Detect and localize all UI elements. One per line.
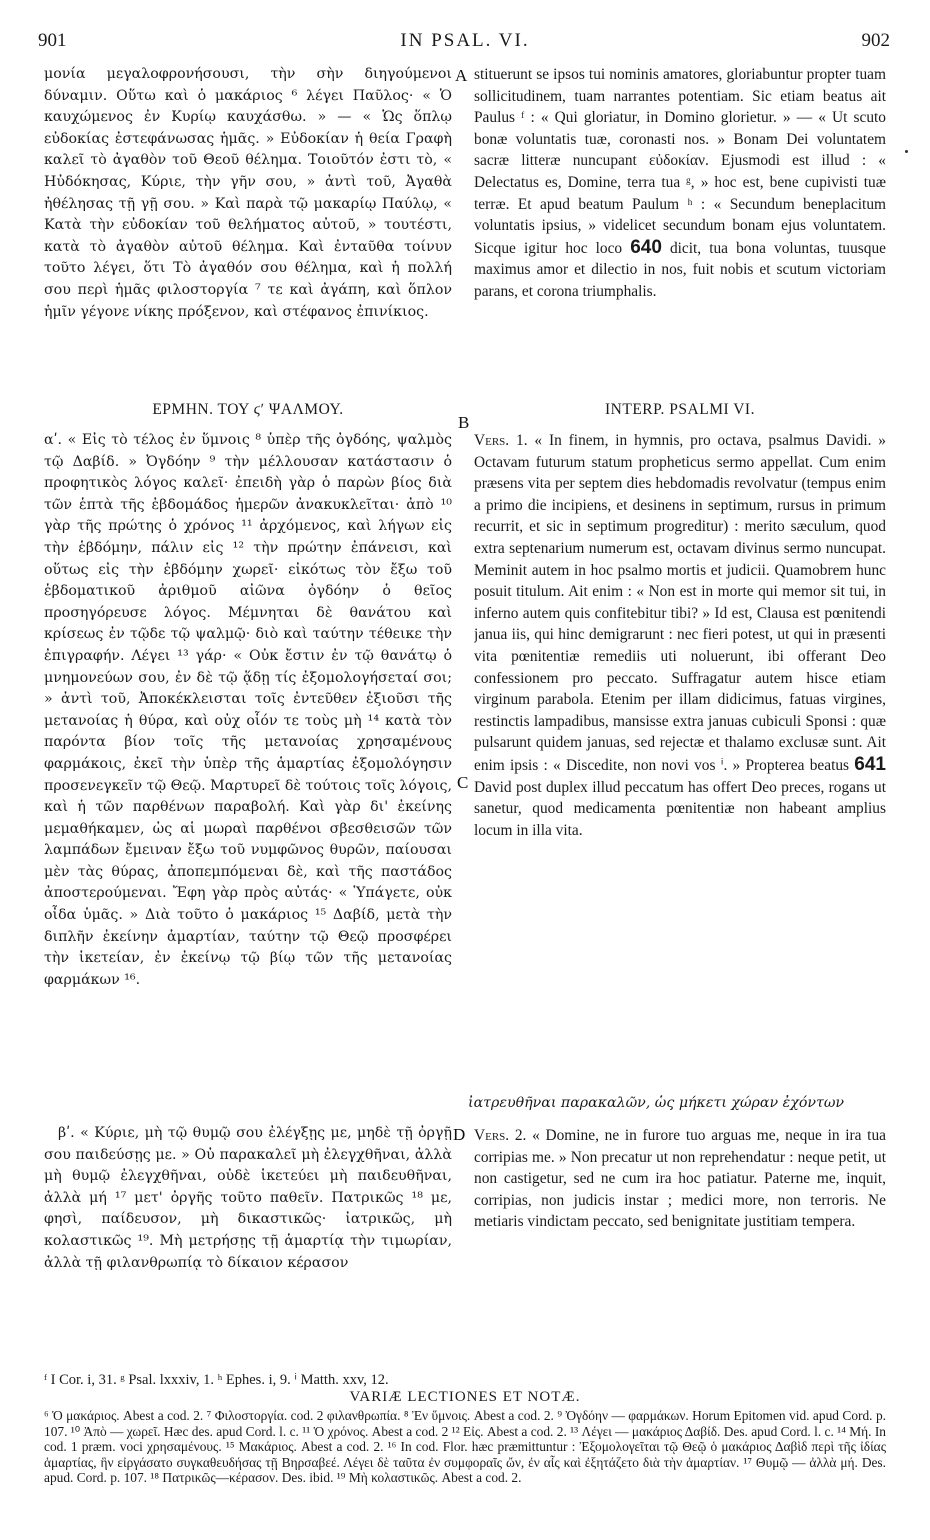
variant-notes: ⁶ Ὁ μακάριος. Abest a cod. 2. ⁷ Φιλοστοργία. cod. 2 φιλανθρωπία. ⁸ Ἐν ὕμνοις. Abest a cod. 2. ⁹ Ὀγδόην — φαρμάκων. Horum Epitomen vid. apud Cord. p. 107. ¹⁰ Ἀπὸ — χωρεῖ. Hæc des. apud Cord. l. c. ¹¹ Ὁ χρόνος. Abest a cod. 2 ¹² Εἰς. Abest a cod. 2. ¹³ Λέγει — μακάριος Δαβίδ. Des. apud Cord. l. c. ¹⁴ Μή. In cod. 1 præm. voci χρησαμένους. ¹⁵ Μακάριος. Abest a cod. 2. ¹⁶ In cod. Flor. hæc præmittuntur : Ἐξομολογεῖται τῷ Θεῷ ὁ μακάριος Δαβὶδ περὶ τῆς ἰδίας ἁμαρτίας, ἣν εἰργάσατο συγκαθευδήσας τῇ Βηρσαβεέ. Λέγει δὲ ταῦτα ἐν συμφοραῖς ὤν, ἐν αἷς καὶ ἐξητάζετο διὰ τὴν ἁμαρτίαν. ¹⁷ Θυμῷ — ἀλλὰ μή. Des. apud. Cord. p. 107. ¹⁸ Πατρικῶς—κέρασον. Des. ibid. ¹⁹ Μὴ κολαστικῶς. Abest a cod. 2. [44, 1408, 886, 1486]
latin-commentary-block [474, 430, 886, 1090]
scripture-references: ᶠ I Cor. i, 31. ᵍ Psal. lxxxiv, 1. ʰ Ephes. i, 9. ⁱ Matth. xxv, 12. [44, 1372, 389, 1388]
latin-commentary-v1 [474, 430, 886, 841]
greek-section-title: ΕΡΜΗΝ. ΤΟΥ ϛʹ ΨΑΛΜΟΥ. [152, 401, 344, 418]
latin-top-text-a: stituerunt se ipsos tui nominis amatores, gloriabuntur propter tuam sollicitudinem, tuam narrantes potentiam. Sic etiam beatus ait Paulus ᶠ : « Qui gloriatur, in Domino glorietur. » — « Ut scuto bonæ voluntatis tuæ, coronasti nos. » Bonam Dei voluntatem sacræ litteræ nuncupant εὐδοκίαν. Ejusmodi est illud : « Delectatus es, Domine, terra tua ᵍ, » hoc est, bene cupivisti tuæ terræ. Et apud beatum Paulum ʰ : « Secundum beneplacitum voluntatis ipsius, » videlicet secundum bonam ejus voluntatem. Sicque igitur hoc loco [474, 66, 886, 257]
latin-section-heading [474, 398, 886, 426]
greek-commentary-v2: βʹ. « Κύριε, μὴ τῷ θυμῷ σου ἐλέγξῃς με, μηδὲ τῇ ὀργῇ σου παιδεύσῃς με. » Οὐ παρακαλεῖ μὴ ἐλεγχθῆναι, ἀλλὰ μὴ θυμῷ ἐλεγχθῆναι, οὐδὲ ἱκετεύει μὴ παιδευθῆναι, ἀλλὰ μή ¹⁷ μετ' ὀργῆς τοῦτο παθεῖν. Πατρικῶς ¹⁸ με, φησὶ, παίδευσον, μὴ δικαστικῶς· ἰατρικῶς, μὴ κολαστικῶς ¹⁹. Μὴ μετρήσῃς τῇ ἁμαρτίᾳ τὴν τιμωρίαν, ἀλλὰ τῇ φιλανθρωπίᾳ τὸ δίκαιον κέρασον [44, 1125, 452, 1271]
latin-commentary-v2 [474, 1125, 886, 1233]
latin-top-paragraph [474, 64, 886, 303]
margin-letter-c: C [457, 773, 469, 792]
margin-letter-a: A [455, 66, 468, 85]
margin-dot [905, 150, 908, 153]
page-number-right: 902 [861, 30, 890, 51]
latin-v2-text: « Domine, ne in furore tuo arguas me, neque in ira tua corripias me. » Non precatur ut non reprehendatur : neque petit, ut non castigetur, sed ne cum ira hoc patiatur. Paterne me, inquit, corripias, non judicis instar ; medici more, non terroris. Ne metiaris vindictam peccato, sed benignitate justitiam tempera. [474, 1127, 886, 1231]
greek-top-block [44, 64, 452, 366]
greek-commentary-block [44, 430, 452, 1095]
greek-top-paragraph: μονία μεγαλοφρονήσουσι, τὴν σὴν διηγούμενοι δύναμιν. Οὕτω καὶ ὁ μακάριος ⁶ λέγει Παῦλος· « Ὁ καυχώμενος ἐν Κυρίῳ καυχάσθω. » — « Ὡς ὅπλῳ εὐδοκίας ἐστεφάνωσας ἡμᾶς. » Εὐδοκίαν ἡ θεία Γραφὴ καλεῖ τὸ ἀγαθὸν τοῦ Θεοῦ θέλημα. Τοιοῦτόν ἐστι τὸ, « Ηὐδόκησας, Κύριε, τὴν γῆν σου, » ἀντὶ τοῦ, Ἀγαθὰ ἠθέλησας τῇ γῇ σου. » Καὶ παρὰ τῷ μακαρίῳ Παύλῳ, « Κατὰ τὴν εὐδοκίαν τοῦ θελήματος αὐτοῦ, » τουτέστι, κατὰ τὸ ἀγαθὸν αὐτοῦ θέλημα. Καὶ ἐνταῦθα τοίνυν τοῦτο λέγει, ὅτι Τὸ ἀγαθόν σου θέλημα, καὶ ἡ πολλή σου περὶ ἡμᾶς φιλοστοργία ⁷ τε καὶ ἀγάπη, καὶ ὅπλον ἡμῖν γέγονε νίκης πρόξενον, καὶ στέφανος ἐπινίκιος. [44, 66, 452, 320]
greek-spanning-line: ἰατρευθῆναι παρακαλῶν, ὡς μήκετι χώραν ἐχόντων [468, 1095, 845, 1111]
margin-letter-b: B [458, 413, 470, 432]
latin-top-block [474, 64, 886, 388]
greek-section-heading [44, 398, 452, 426]
page-number-left: 901 [38, 30, 67, 51]
column-number-640: 640 [630, 236, 662, 258]
latin-v1-text-b: David post duplex illud peccatum has offert Deo preces, rogans ut sanetur, quod medicamenta pœnitentiæ non habeant amplius locum in illa vita. [474, 778, 886, 839]
running-title: IN PSAL. VI. [400, 30, 530, 51]
latin-v1-text-a: « In finem, in hymnis, pro octava, psalmus Davidi. » Octavam futurum statum propheticus sermo appellat. Cum enim præsens vita per septem dies hebdomadis revolvatur (tempus enim a primo die incipiens, et desinens in septimum, rursus in primum recurrit, et sic in septimum progreditur) : merito sæculum, quod extra septenarium numerum est, octavam divinus sermo nuncupat. Meminit autem in hoc psalmo mortis et judicii. Quamobrem hunc posuit titulum. Ait enim : « Non est in morte qui memor sit tui, in inferno autem quis confitebitur tibi? » Id est, Clausa est pœnitendi janua iis, qui hinc demigrarunt : nec fieri potest, ut qui in præsenti vita pœnitentiæ remediis uti noluerunt, ibi offerant Deo confessionem pro peccato. Suffragatur autem hisce etiam virginum parabola. Etenim per illam didicimus, fatuas virgines, restinctis lampadibus, mansisse extra januas cubiculi Sponsi : quæ pulsarunt quidem januas, sed rejectæ et thalamo exclusæ sunt. Ait enim ipsis : « Discedite, non novi vos ⁱ. » Propterea beatus [474, 432, 886, 774]
column-number-641: 641 [854, 753, 886, 775]
notes-title: VARIÆ LECTIONES ET NOTÆ. [349, 1389, 581, 1405]
greek-commentary-v1: αʹ. « Εἰς τὸ τέλος ἐν ὕμνοις ⁸ ὑπὲρ τῆς ὀγδόης, ψαλμὸς τῷ Δαβίδ. » Ὀγδόην ⁹ τὴν μέλλουσαν κατάστασιν ὁ προφητικὸς λόγος καλεῖ· ἐπειδὴ γὰρ ὁ παρὼν βίος διὰ τῶν ἑπτὰ τῆς ἑβδομάδος ἡμερῶν ἀνακυκλεῖται· ἀπὸ ¹⁰ γὰρ τῆς πρώτης ὁ χρόνος ¹¹ ἀρχόμενος, καὶ λήγων εἰς τὴν ἑβδόμην, πάλιν εἰς ¹² τὴν πρώτην ἐπάνεισι, καὶ οὕτως εἰς τὴν ἑβδόμην χωρεῖ· εἰκότως τὸν ἔξω τοῦ ἑβδοματικοῦ ἀριθμοῦ αἰῶνα ὀγδόην ὁ θεῖος προσηγόρευσε λόγος. Μέμνηται δὲ θανάτου καὶ κρίσεως ἐν τῷδε τῷ ψαλμῷ· διὸ καὶ ταύτην τέθεικε τὴν ἐπιγραφήν. Λέγει ¹³ γάρ· « Οὐκ ἔστιν ἐν τῷ θανάτῳ ὁ μνημονεύων σου, ἐν δὲ τῷ ᾅδῃ τίς ἐξομολογήσεταί σοι; » ἀντὶ τοῦ, Ἀποκέκλεισται τοῖς ἐντεῦθεν ἐξιοῦσι τῆς μετανοίας ἡ θύρα, καὶ οὐχ οἷόν τε τοὺς μὴ ¹⁴ κατὰ τὸν παρόντα βίον τοῖς τῆς μετανοίας χρησαμένους φαρμάκοις, ἐκεῖ τὴν ὑπὲρ τῆς ἁμαρτίας ἐξομολόγησιν προσενεγκεῖν τῷ Θεῷ. Μαρτυρεῖ δὲ τούτοις τοῖς λόγοις, καὶ ἡ τῶν παρθένων παραβολή. Καὶ γὰρ δι' ἐκείνης μεμαθήκαμεν, ὡς αἱ μωραὶ παρθένοι σβεσθεισῶν τῶν λαμπάδων ἔμειναν ἔξω τοῦ νυμφῶνος θυρῶν, παίουσαι μὲν τὰς θύρας, ἀποπεμπόμεναι δὲ, καὶ τῆς παστάδος ἀποστερούμεναι. Ἔφη γὰρ πρὸς αὐτάς· « Ὑπάγετε, οὐκ οἶδα ὑμᾶς. » Διὰ τοῦτο ὁ μακάριος ¹⁵ Δαβίδ, μετὰ τὴν διπλῆν ἐκείνην ἁμαρτίαν, ταύτην τῷ Θεῷ προσφέρει τὴν ἱκετείαν, ἐν ἐκείνῳ τῷ βίῳ τῶν τῆς μετανοίας φαρμάκων ¹⁶. [44, 432, 452, 988]
margin-letter-d: D [453, 1125, 466, 1144]
greek-commentary-v2-block [44, 1123, 452, 1369]
latin-section-title: INTERP. PSALMI VI. [605, 401, 755, 418]
verse-label-1: Vers. 1. [474, 432, 528, 449]
latin-top-text-b: dicit, tua bona voluntas, tuusque maximus amor et dilectio in nos, fuit nobis et scutum victoriam parans, et corona triumphalis. [474, 239, 886, 300]
running-header [30, 30, 900, 54]
latin-commentary-v2-block [474, 1125, 886, 1325]
verse-label-2: Vers. 2. [474, 1127, 527, 1144]
